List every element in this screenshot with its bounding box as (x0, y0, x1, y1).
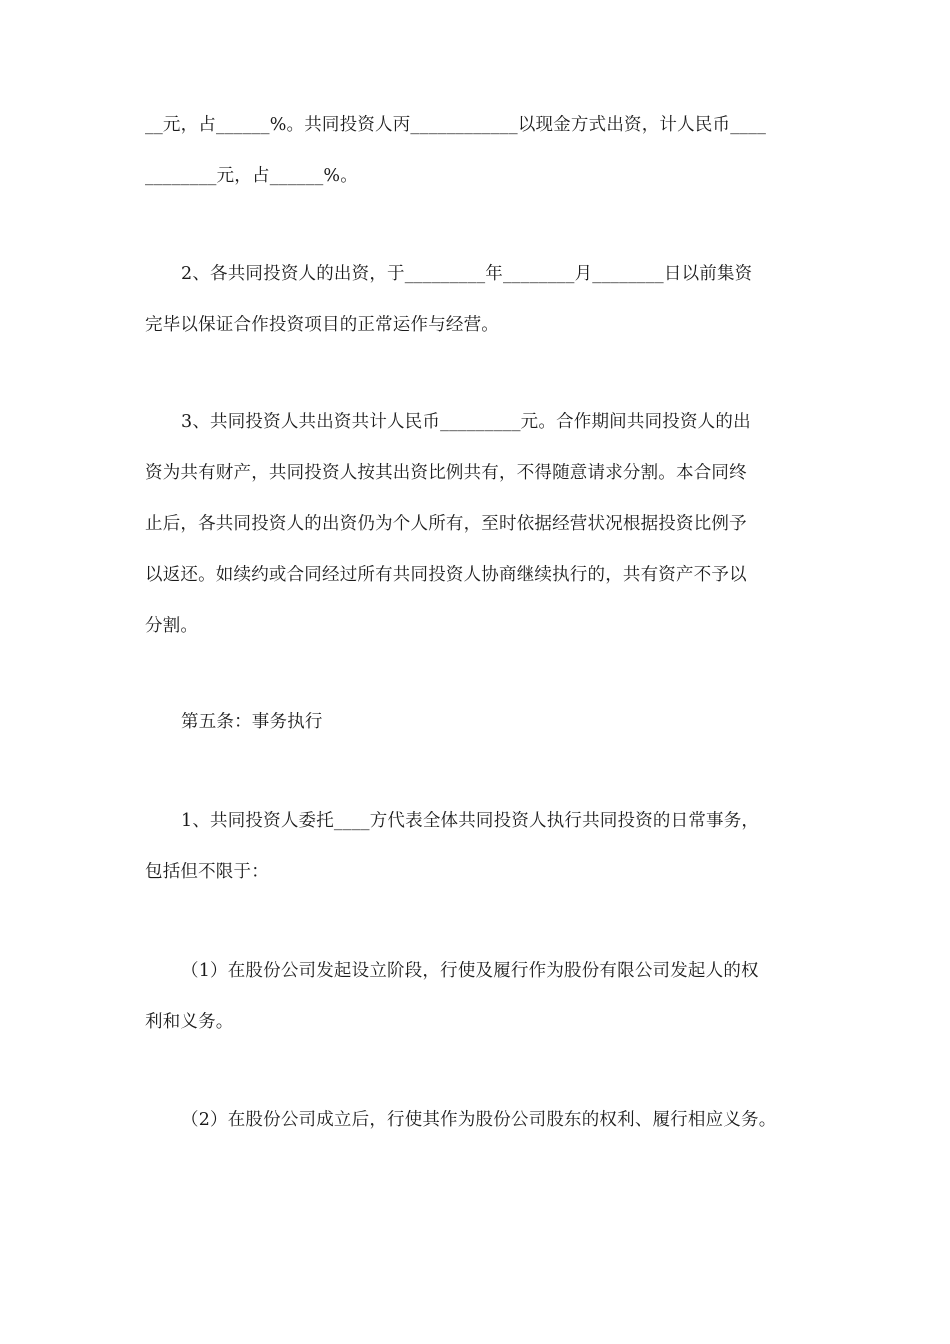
text-line: （1）在股份公司发起设立阶段，行使及履行作为股份有限公司发起人的权 (181, 961, 759, 981)
text-line: 完毕以保证合作投资项目的正常运作与经营。 (145, 315, 499, 335)
text-line: 1、共同投资人委托____方代表全体共同投资人执行共同投资的日常事务， (181, 811, 760, 831)
text-line: （2）在股份公司成立后，行使其作为股份公司股东的权利、履行相应义务。 (181, 1110, 777, 1130)
text-line: 包括但不限于： (145, 862, 269, 882)
paragraph-investor-c-contribution (145, 100, 815, 202)
text-line: __元，占______%。共同投资人丙____________以现金方式出资，计人民币____ (145, 115, 767, 135)
paragraph-contribution-deadline (145, 249, 815, 351)
text-line: 2、各共同投资人的出资，于_________年________月________日以前集资 (181, 264, 753, 284)
text-line: 分割。 (145, 616, 199, 636)
text-line: 3、共同投资人共出资共计人民币_________元。合作期间共同投资人的出 (181, 412, 751, 432)
paragraph-item-1 (145, 946, 815, 1048)
section-heading-article-5 (145, 697, 815, 748)
text-line: 利和义务。 (145, 1012, 234, 1032)
text-line: 以返还。如续约或合同经过所有共同投资人协商继续执行的，共有资产不予以 (145, 565, 747, 585)
paragraph-delegation (145, 796, 815, 898)
text-line: 资为共有财产，共同投资人按其出资比例共有，不得随意请求分割。本合同终 (145, 463, 747, 483)
text-line: 止后，各共同投资人的出资仍为个人所有，至时依据经营状况根据投资比例予 (145, 514, 747, 534)
text-line: ________元，占______%。 (145, 166, 358, 186)
paragraph-total-contribution (145, 397, 815, 652)
paragraph-item-2 (145, 1095, 815, 1146)
section-title: 第五条：事务执行 (181, 712, 323, 732)
